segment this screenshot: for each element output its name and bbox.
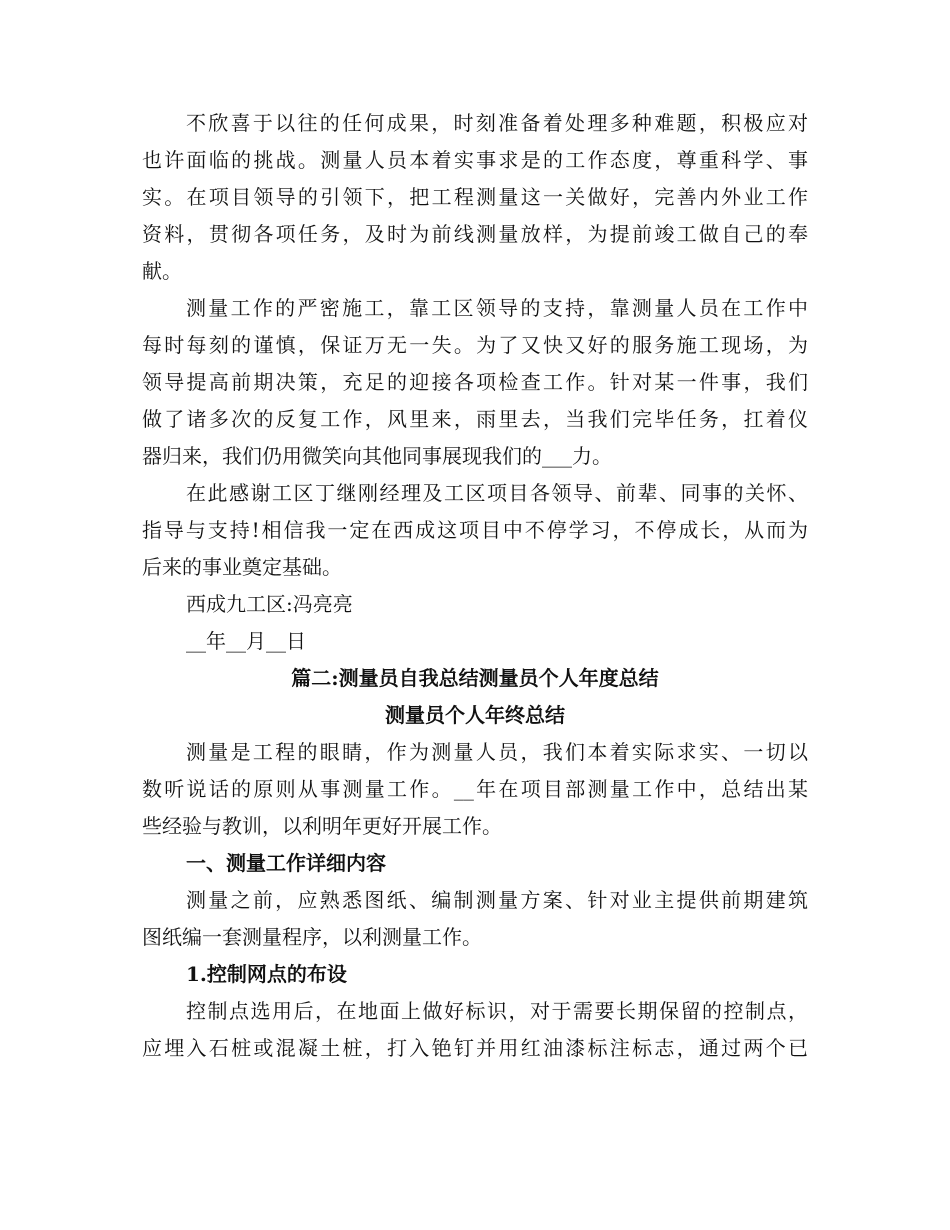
text-line: 后来的事业奠定基础。 [142, 555, 342, 579]
text-line: 测量工作的严密施工，靠工区领导的支持，靠测量人员在工作中 [186, 296, 808, 320]
text-line: 每时每刻的谨慎，保证万无一失。为了又快又好的服务施工现场，为 [142, 333, 808, 357]
text-line: 测量是工程的眼睛，作为测量人员，我们本着实际求实、一切以 [186, 740, 808, 764]
document-body [142, 105, 808, 1067]
signature: 西成九工区:冯亮亮 [186, 592, 353, 616]
text-line: 资料，贯彻各项任务，及时为前线测量放样，为提前竣工做自己的奉 [142, 222, 808, 246]
text-line: 领导提高前期决策，充足的迎接各项检查工作。针对某一件事，我们 [142, 370, 808, 394]
text-line: 献。 [142, 259, 182, 283]
text-line: 些经验与教训，以利明年更好开展工作。 [142, 814, 502, 838]
text-line: 应埋入石桩或混凝土桩，打入铯钉并用红油漆标注标志，通过两个已 [142, 1036, 808, 1060]
text-line: 做了诸多次的反复工作，风里来，雨里去，当我们完毕任务，扛着仪 [142, 407, 808, 431]
text-line: 在此感谢工区丁继刚经理及工区项目各领导、前辈、同事的关怀、 [186, 481, 808, 505]
sub-title: 测量员个人年终总结 [385, 703, 565, 727]
paragraph-5 [142, 882, 808, 956]
heading-1: 一、测量工作详细内容 [186, 851, 386, 875]
paragraph-4 [142, 734, 808, 845]
text-line: 不欣喜于以往的任何成果，时刻准备着处理多种难题，积极应对 [186, 111, 808, 135]
paragraph-1 [142, 105, 808, 290]
text-line: 实。在项目领导的引领下，把工程测量这一关做好，完善内外业工作 [142, 185, 808, 209]
paragraph-3 [142, 475, 808, 586]
text-line: 指导与支持!相信我一定在西成这项目中不停学习，不停成长，从而为 [142, 518, 808, 542]
paragraph-2 [142, 290, 808, 475]
text-line: 测量之前，应熟悉图纸、编制测量方案、针对业主提供前期建筑 [186, 888, 808, 912]
paragraph-6 [142, 993, 808, 1067]
heading-2: 1.控制网点的布设 [186, 962, 347, 986]
text-line: 图纸编一套测量程序，以利测量工作。 [142, 925, 482, 949]
text-line: 也许面临的挑战。测量人员本着实事求是的工作态度，尊重科学、事 [142, 148, 808, 172]
text-line: 控制点选用后，在地面上做好标识，对于需要长期保留的控制点， [186, 999, 808, 1023]
date-line: __年__月__日 [186, 629, 306, 653]
text-line: 器归来，我们仍用微笑向其他同事展现我们的___力。 [142, 444, 612, 468]
text-line: 数听说话的原则从事测量工作。__年在项目部测量工作中，总结出某 [142, 777, 808, 801]
section-title: 篇二:测量员自我总结测量员个人年度总结 [291, 666, 659, 690]
